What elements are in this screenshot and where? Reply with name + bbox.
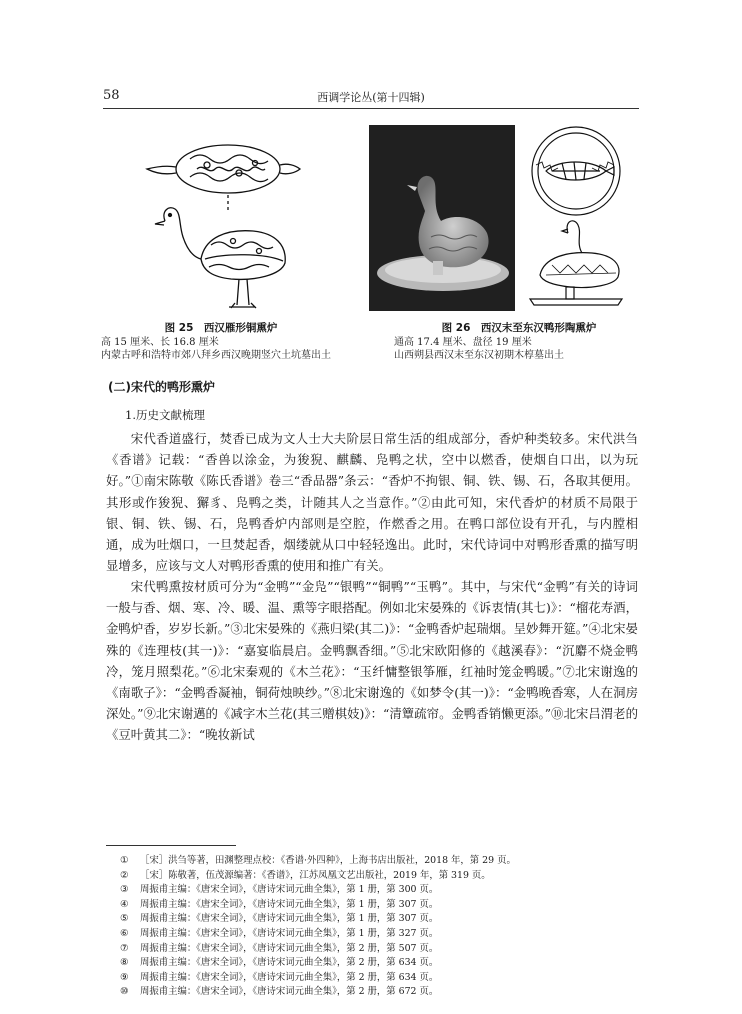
section-heading: (二)宋代的鸭形熏炉 bbox=[108, 380, 215, 394]
footnote bbox=[120, 869, 640, 884]
footnote-text: ［宋］洪刍等著，田渊整理点校：《香谱·外四种》，上海书店出版社，2018 年，第 29 页。 bbox=[140, 855, 516, 866]
body-paragraph: 宋代鸭熏按材质可分为“金鸭”“金凫”“银鸭”“铜鸭”“玉鸭”。其中，与宋代“金鸭”有关的诗词一般与香、烟、寒、冷、暖、温、熏等字眼搭配。例如北宋晏殊的《诉衷情(其七)》：“榴花寿酒，金鸭炉香，岁岁长新。”③北宋晏殊的《燕归梁(其二)》：“金鸭香炉起瑞烟。呈妙舞开筵。”④北宋晏殊的《连理枝(其一)》：“嘉宴临晨启。金鸭飘香细。”⑤北宋欧阳修的《越溪春》：“沉麝不烧金鸭冷，笼月照梨花。”⑥北宋秦观的《木兰花》：“玉纤慵整银筝雁，红袖时笼金鸭暖。”⑦北宋谢逸的《南歌子》：“金鸭香凝袖，铜荷烛映纱。”⑧北宋谢逸的《如梦令(其一)》：“金鸭晚香寒，人在洞房深处。”⑨北宋谢邁的《减字木兰花(其三赠棋妓)》：“清簟疏帘。金鸭香销懒更添。”⑩北宋吕渭老的《豆叶黄其二》：“晚妆新试 bbox=[106, 579, 638, 743]
footnote-mark: ⑩ bbox=[120, 986, 129, 998]
footnotes bbox=[120, 854, 640, 1000]
subsection-heading: 1.历史文献梳理 bbox=[125, 408, 205, 422]
footnote bbox=[120, 912, 640, 927]
footnote bbox=[120, 927, 640, 942]
footnote-text: 周振甫主编：《唐宋全词》，《唐诗宋词元曲全集》，第 1 册，第 327 页。 bbox=[140, 927, 439, 939]
footnote-mark: ③ bbox=[120, 884, 129, 896]
figure-26-dimensions: 通高 17.4 厘米、盘径 19 厘米 bbox=[394, 337, 532, 348]
running-title: 西调学论丛(第十四辑) bbox=[317, 91, 425, 104]
footnote-mark: ⑧ bbox=[120, 957, 129, 969]
figure-26-source: 山西朔县西汉末至东汉初期木椁墓出土 bbox=[394, 350, 564, 361]
figure-25-dimensions: 高 15 厘米、长 16.8 厘米 bbox=[101, 337, 219, 348]
footnote-text: 周振甫主编：《唐宋全词》，《唐诗宋词元曲全集》，第 2 册，第 672 页。 bbox=[140, 986, 439, 998]
body-paragraph: 宋代香道盛行，焚香已成为文人士大夫阶层日常生活的组成部分，香炉种类较多。宋代洪刍《香谱》记载：“香兽以涂金，为狻猊、麒麟、凫鸭之状，空中以燃香，使烟自口出，以为玩好。”①南宋陈敬《陈氏香谱》卷三“香品器”条云：“香炉不拘银、铜、铁、锡、石，各取其便用。其形或作狻猊、獬豸、凫鸭之类，计随其人之当意作。”②由此可知，宋代香炉的材质不局限于银、铜、铁、锡、石，凫鸭香炉内部则是空腔，作燃香之用。在鸭口部位设有开孔，与内膛相通，成为吐烟口，一旦焚起香，烟缕就从口中轻轻逸出。此时，宋代诗词中对鸭形香熏的描写明显增多，应该与文人对鸭形香熏的使用和推广有关。 bbox=[106, 431, 638, 574]
header-rule bbox=[103, 108, 639, 109]
footnote bbox=[120, 971, 640, 986]
footnote bbox=[120, 898, 640, 913]
page-header bbox=[103, 88, 639, 108]
figure-25-caption bbox=[101, 322, 341, 362]
footnote-text: 周振甫主编：《唐宋全词》，《唐诗宋词元曲全集》，第 1 册，第 307 页。 bbox=[140, 898, 439, 910]
footnote-rule bbox=[106, 845, 236, 846]
footnote bbox=[120, 854, 640, 869]
footnote-mark: ⑨ bbox=[120, 971, 129, 983]
footnote-mark: ① bbox=[120, 855, 129, 866]
figure-26-photo bbox=[369, 125, 515, 311]
footnote bbox=[120, 956, 640, 971]
footnote bbox=[120, 985, 640, 1000]
footnote-mark: ② bbox=[120, 869, 129, 881]
footnote-text: 周振甫主编：《唐宋全词》，《唐诗宋词元曲全集》，第 2 册，第 634 页。 bbox=[140, 971, 439, 983]
footnote-text: ［宋］陈敬著，伍茂源编著：《香谱》，江苏凤凰文艺出版社，2019 年，第 319 页。 bbox=[140, 869, 491, 881]
figure-25-source: 内蒙古呼和浩特市郊八拜乡西汉晚期竖穴土坑墓出土 bbox=[101, 350, 331, 361]
figure-25-drawing bbox=[135, 125, 325, 315]
footnote-text: 周振甫主编：《唐宋全词》，《唐诗宋词元曲全集》，第 1 册，第 307 页。 bbox=[140, 913, 439, 925]
footnote bbox=[120, 883, 640, 898]
page-number: 58 bbox=[103, 88, 120, 103]
figure-26-caption bbox=[394, 322, 644, 362]
footnote bbox=[120, 942, 640, 957]
footnote-mark: ⑥ bbox=[120, 927, 129, 939]
footnote-text: 周振甫主编：《唐宋全词》，《唐诗宋词元曲全集》，第 2 册，第 634 页。 bbox=[140, 957, 439, 969]
footnote-mark: ⑦ bbox=[120, 942, 129, 954]
footnote-mark: ⑤ bbox=[120, 913, 129, 925]
footnote-mark: ④ bbox=[120, 898, 129, 910]
figure-26-drawing bbox=[522, 125, 630, 315]
figure-26-title: 图 26 西汉末至东汉鸭形陶熏炉 bbox=[441, 322, 597, 334]
footnote-text: 周振甫主编：《唐宋全词》，《唐诗宋词元曲全集》，第 2 册，第 507 页。 bbox=[140, 942, 439, 954]
figure-25-title: 图 25 西汉雁形铜熏炉 bbox=[164, 322, 278, 334]
footnote-text: 周振甫主编：《唐宋全词》，《唐诗宋词元曲全集》，第 1 册，第 300 页。 bbox=[140, 884, 439, 896]
